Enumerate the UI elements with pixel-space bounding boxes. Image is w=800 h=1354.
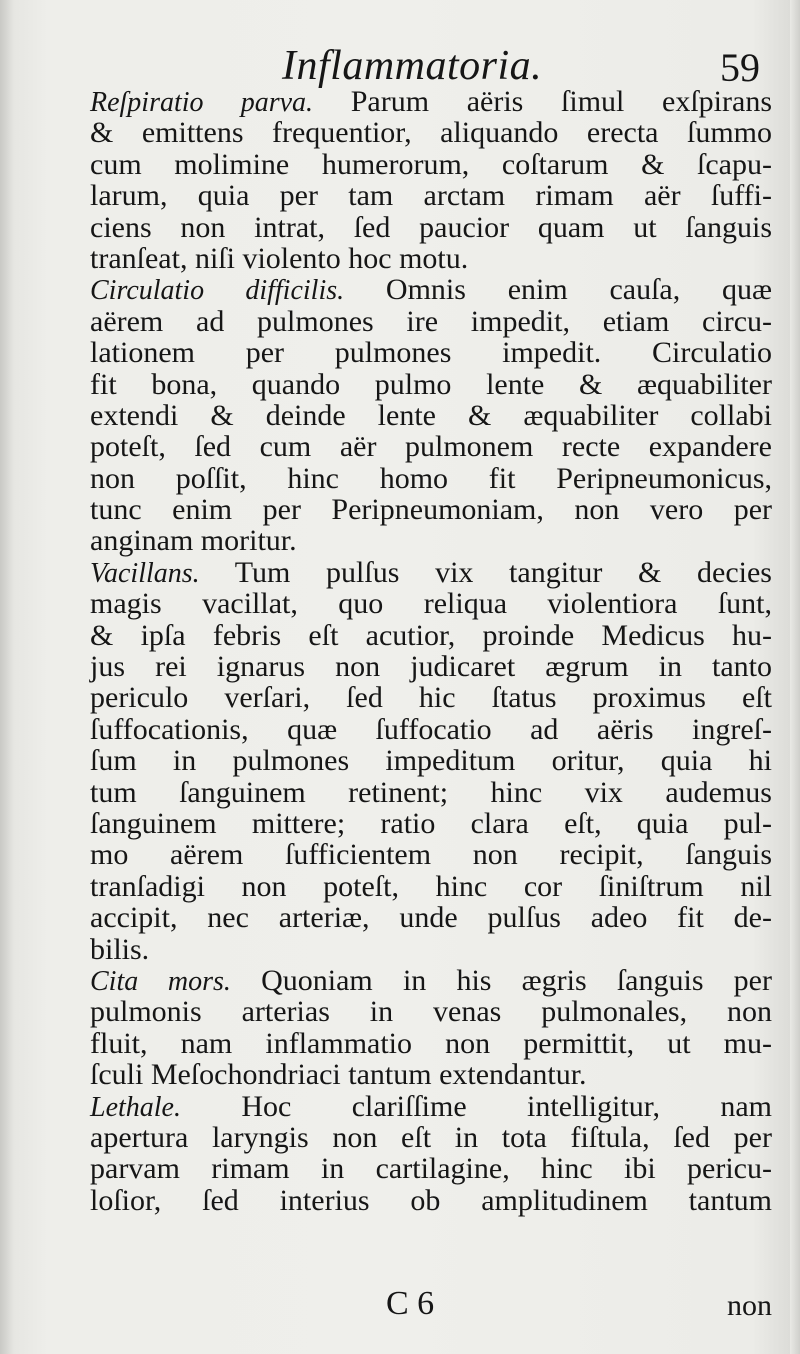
text-line: ciens non intrat, ſed paucior quam ut ſanguis — [90, 210, 772, 244]
text-line: magis vacillat, quo reliqua violentiora ſunt, — [90, 587, 772, 621]
text-line: tunc enim per Peripneumoniam, non vero per — [90, 493, 772, 527]
text-line: ſum in pulmones impeditum oritur, quia hi — [90, 744, 772, 778]
paragraph-lead: Circulatio difficilis. — [90, 275, 345, 307]
text-line: loſior, ſed interius ob amplitudinem tantum — [90, 1183, 772, 1217]
text-line: apertura laryngis non eſt in tota fiſtula, ſed per — [90, 1120, 772, 1154]
paragraph-lead: Reſpiratio parva. — [90, 87, 314, 118]
text-line: mo aërem ſufficientem non recipit, ſanguis — [90, 838, 772, 872]
paragraph-lead: Vacillans. — [90, 557, 200, 589]
text-line: larum, quia per tam arctam rimam aër ſuffi- — [90, 179, 772, 213]
text-line: parvam rimam in cartilagine, hinc ibi pericu- — [90, 1152, 772, 1186]
text-line: Vacillans. Tum pulſus vix tangitur & decies — [90, 555, 772, 589]
text-line: Reſpiratio parva. Parum aëris ſimul exſpirans — [90, 85, 772, 118]
text-line: tranſeat, niſi violento hoc motu. — [90, 241, 469, 275]
text-line: periculo verſari, ſed hic ſtatus proximus eſt — [90, 681, 772, 715]
text-line: anginam moritur. — [90, 524, 297, 558]
text-line: & emittens frequentior, aliquando erecta ſummo — [90, 116, 772, 150]
text-line: ſculi Meſochondriaci tantum extendantur. — [90, 1058, 587, 1092]
running-title: Inflammatoria. — [282, 43, 543, 89]
text-line: fluit, nam inflammatio non permittit, ut mu- — [90, 1026, 772, 1060]
text-line: accipit, nec arteriæ, unde pulſus adeo fit de- — [90, 901, 772, 935]
text-line: non poſſit, hinc homo fit Peripneumonicus, — [90, 461, 772, 495]
page-edge — [790, 0, 800, 1354]
text-line: jus rei ignarus non judicaret ægrum in tanto — [90, 650, 772, 684]
text-line: Circulatio difficilis. Omnis enim cauſa, quæ — [90, 273, 773, 307]
text-line: & ipſa febris eſt acutior, proinde Medicus hu- — [90, 618, 772, 652]
signature-mark: C 6 — [386, 1285, 435, 1322]
text-line: Lethale. Hoc clariſſime intelligitur, nam — [90, 1089, 772, 1123]
page-number: 59 — [720, 45, 760, 90]
text-line: cum molimine humerorum, coſtarum & ſcapu- — [90, 147, 772, 181]
body-text — [90, 86, 772, 1216]
page-gutter — [0, 0, 14, 1354]
text-line: Cita mors. Quoniam in his ægris ſanguis per — [90, 963, 772, 997]
text-line: ſuffocationis, quæ ſuffocatio ad aëris ingreſ- — [90, 712, 772, 746]
text-line: bilis. — [90, 932, 150, 966]
text-line: ſanguinem mittere; ratio clara eſt, quia pul- — [90, 806, 772, 840]
paragraph-lead: Cita mors. — [90, 965, 231, 997]
paragraph-lead: Lethale. — [90, 1091, 181, 1123]
text-line: lationem per pulmones impedit. Circulatio — [90, 336, 772, 370]
text-line: tum ſanguinem retinent; hinc vix audemus — [90, 775, 772, 809]
catchword: non — [727, 1289, 772, 1322]
text-line: extendi & deinde lente & æquabiliter collabi — [90, 398, 772, 432]
text-line: poteſt, ſed cum aër pulmonem recte expandere — [90, 430, 772, 464]
page-footer — [90, 1285, 772, 1325]
text-line: aërem ad pulmones ire impedit, etiam circu- — [90, 304, 772, 338]
text-line: tranſadigi non poteſt, hinc cor ſiniſtrum nil — [90, 869, 772, 903]
text-line: pulmonis arterias in venas pulmonales, non — [90, 995, 772, 1029]
text-line: fit bona, quando pulmo lente & æquabiliter — [90, 367, 772, 401]
